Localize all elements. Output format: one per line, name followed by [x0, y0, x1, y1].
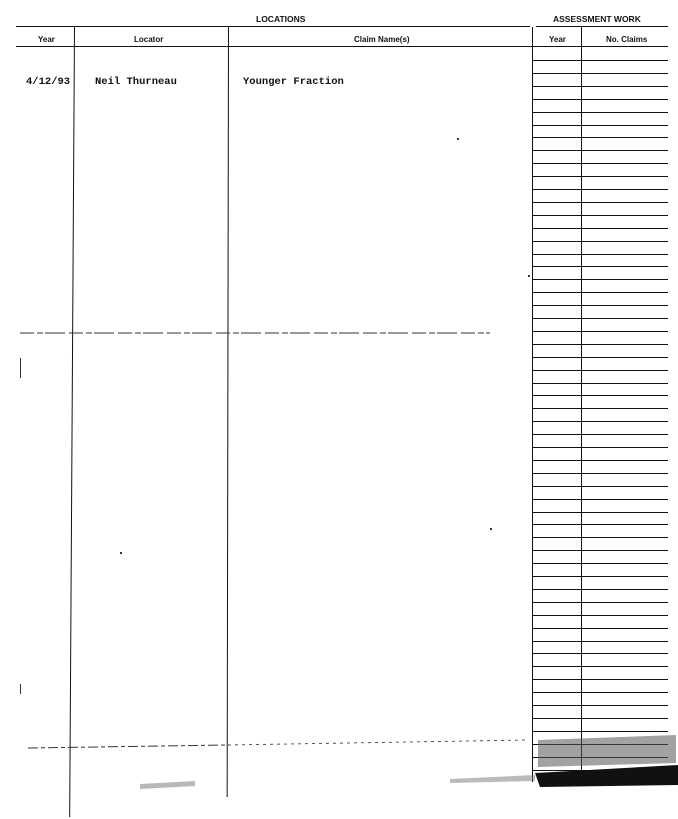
- assessment-row-rule: [533, 279, 668, 280]
- col-locator-heading: Locator: [134, 35, 164, 44]
- assessment-row-rule: [533, 705, 668, 706]
- assessment-row-rule: [533, 99, 668, 100]
- assessment-row-rule: [533, 241, 668, 242]
- assessment-work-title: ASSESSMENT WORK: [553, 14, 641, 24]
- scan-speck: [20, 684, 21, 694]
- col-no-claims-heading: No. Claims: [606, 35, 648, 44]
- entry-claim-name: Younger Fraction: [243, 76, 344, 88]
- assessment-row-rule: [533, 125, 668, 126]
- assessment-row-rule: [533, 666, 668, 667]
- assessment-row-rule: [533, 434, 668, 435]
- assessment-row-rule: [533, 679, 668, 680]
- assessment-row-rule: [533, 731, 668, 732]
- assessment-row-rule: [533, 408, 668, 409]
- assessment-row-rule: [533, 228, 668, 229]
- assessment-row-rule: [533, 86, 668, 87]
- assessment-row-rule: [533, 370, 668, 371]
- assessment-row-rule: [533, 318, 668, 319]
- assessment-row-rule: [533, 512, 668, 513]
- divider-year-locator: [69, 27, 75, 817]
- assessment-row-rule: [533, 537, 668, 538]
- assessment-row-rule: [533, 615, 668, 616]
- assessment-row-rule: [533, 460, 668, 461]
- assessment-row-rule: [533, 473, 668, 474]
- col-assessment-year-heading: Year: [549, 35, 566, 44]
- assessment-row-rule: [533, 524, 668, 525]
- assessment-row-rule: [533, 215, 668, 216]
- header-rule-locations: [16, 26, 530, 27]
- divider-claim-assessment: [532, 27, 533, 782]
- assessment-row-rule: [533, 589, 668, 590]
- assessment-row-rule: [533, 628, 668, 629]
- assessment-row-rule: [533, 602, 668, 603]
- assessment-row-rule: [533, 718, 668, 719]
- divider-assessment-year-claims: [581, 27, 582, 782]
- col-claim-names-heading: Claim Name(s): [354, 35, 410, 44]
- assessment-row-rule: [533, 73, 668, 74]
- assessment-row-rule: [533, 202, 668, 203]
- assessment-row-rule: [533, 550, 668, 551]
- divider-locator-claim: [227, 27, 230, 797]
- assessment-row-rule: [533, 266, 668, 267]
- assessment-row-rule: [533, 692, 668, 693]
- scan-speck: [490, 528, 492, 530]
- assessment-row-rule: [533, 563, 668, 564]
- assessment-row-rule: [533, 305, 668, 306]
- scan-speck: [20, 358, 21, 378]
- assessment-row-rule: [533, 60, 668, 61]
- assessment-row-rule: [533, 576, 668, 577]
- assessment-row-rule: [533, 357, 668, 358]
- header-rule-assessment: [536, 26, 668, 27]
- scan-speck: [528, 275, 530, 277]
- assessment-row-rule: [533, 176, 668, 177]
- assessment-row-rule: [533, 292, 668, 293]
- assessment-row-rule: [533, 383, 668, 384]
- scan-smudge: [140, 780, 200, 792]
- assessment-row-rule: [533, 641, 668, 642]
- entry-year: 4/12/93: [26, 76, 71, 88]
- entry-locator: Neil Thurneau: [95, 76, 177, 88]
- assessment-row-rule: [533, 486, 668, 487]
- assessment-row-rule: [533, 395, 668, 396]
- scan-smudge: [430, 735, 678, 790]
- assessment-row-rule: [533, 331, 668, 332]
- assessment-row-rule: [533, 653, 668, 654]
- scan-speck: [457, 138, 459, 140]
- assessment-row-rule: [533, 112, 668, 113]
- mid-page-divider: [20, 330, 540, 336]
- locations-title: LOCATIONS: [256, 14, 306, 24]
- assessment-row-rule: [533, 254, 668, 255]
- header-rule-bottom: [16, 46, 668, 47]
- assessment-row-rule: [533, 344, 668, 345]
- col-year-heading: Year: [38, 35, 55, 44]
- assessment-row-rule: [533, 499, 668, 500]
- assessment-row-rule: [533, 421, 668, 422]
- assessment-row-rule: [533, 150, 668, 151]
- assessment-row-rule: [533, 189, 668, 190]
- scan-speck: [120, 552, 122, 554]
- assessment-row-rule: [533, 137, 668, 138]
- assessment-row-rule: [533, 447, 668, 448]
- assessment-row-rule: [533, 163, 668, 164]
